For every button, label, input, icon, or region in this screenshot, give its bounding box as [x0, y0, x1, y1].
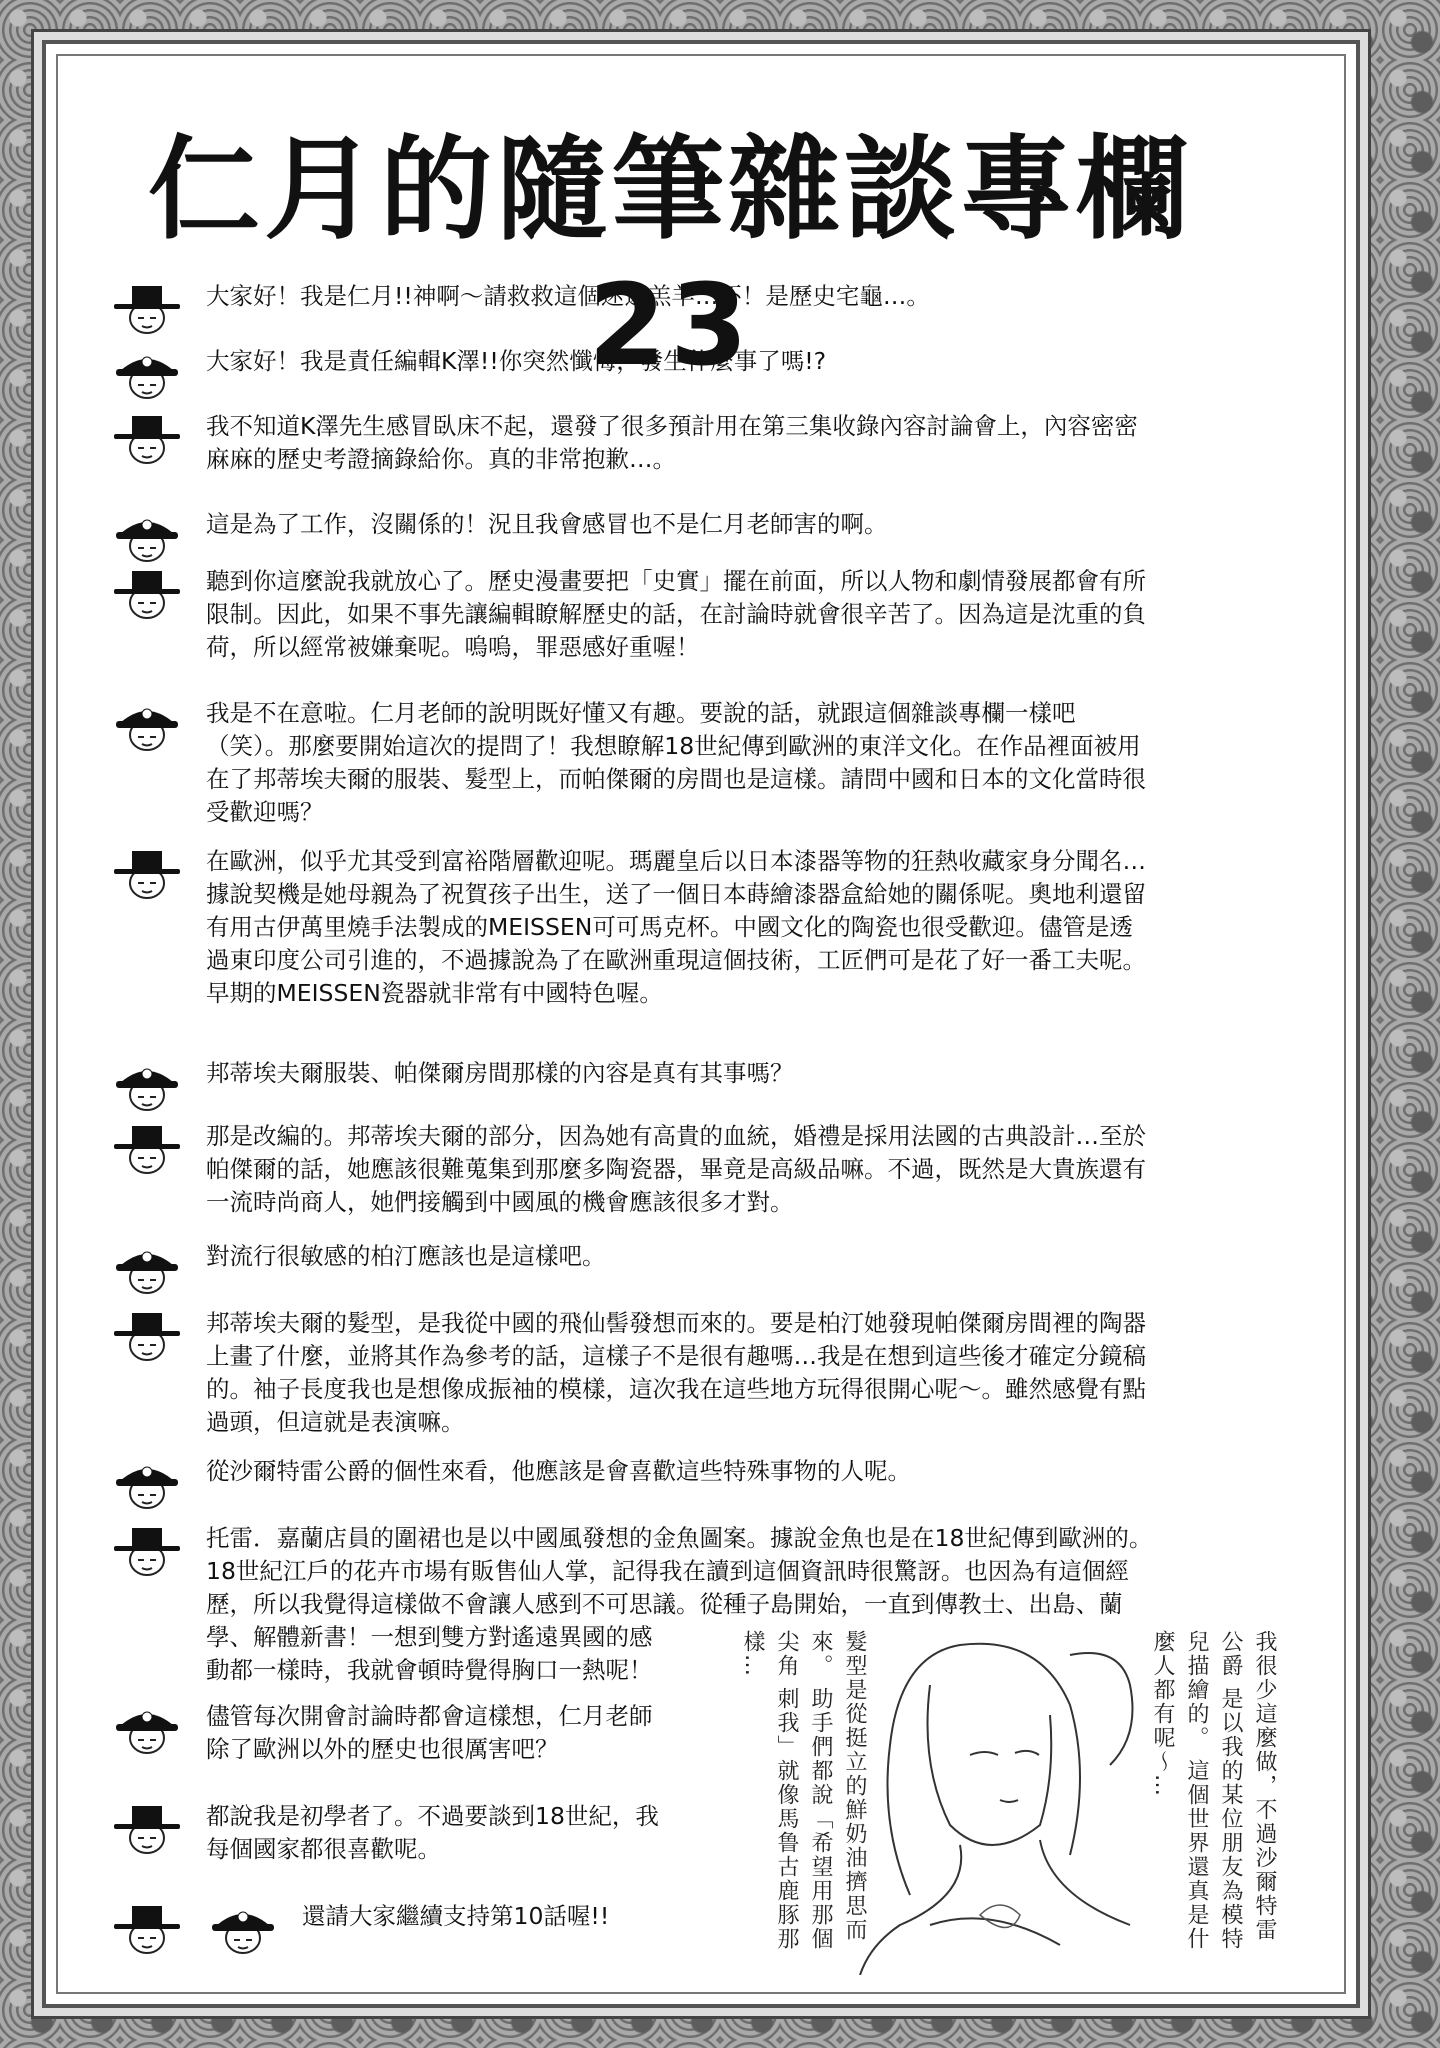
dialogue-text: 儘管每次開會討論時都會這樣想，仁月老師 除了歐洲以外的歷史也很厲害吧？ — [206, 1702, 653, 1763]
dialogue-row — [110, 697, 1260, 829]
dialogue-text: 都說我是初學者了。不過要談到18世紀，我 每個國家都很喜歡呢。 — [206, 1802, 659, 1863]
dialogue-text: 大家好！我是責任編輯K澤!!你突然懺悔，發生什麼事了嗎!? — [206, 347, 827, 375]
dialogue-text: 對流行很敏感的柏汀應該也是這樣吧。 — [206, 1242, 606, 1270]
hat-avatar-icon — [110, 845, 184, 901]
cap-avatar-icon — [110, 1700, 184, 1756]
dialogue-text: 在歐洲，似乎尤其受到富裕階層歡迎呢。瑪麗皇后以日本漆器等物的狂熱收藏家身分聞名… 據說契機是她母親為了祝賀孩子出生，送了一個日本蒔繪漆器盒給她的關係呢。奧地利還留 有用古伊萬里燒手法製成的MEISSEN可可馬克杯。中國文化的陶瓷也很受歡迎。儘管是透 過東印度公司引進的，不過據說為了在歐洲重現這個技術，工匠們可是花了好一番工夫呢。 早期的MEISSEN瓷器就非常有中國特色喔。 — [206, 847, 1146, 1007]
dialogue-text: 那是改編的。邦蒂埃夫爾的部分，因為她有高貴的血統，婚禮是採用法國的古典設計…至於 帕傑爾的話，她應該很難蒐集到那麼多陶瓷器，畢竟是高級品嘛。不過，既然是大貴族還有 一流時尚商人，她們接觸到中國風的機會應該很多才對。 — [206, 1122, 1146, 1216]
note-left: 髮型是從挺立的鮮奶油擠思而來。 助手們都說「希望用那個尖角 刺我」就像馬鲁古鹿豚那樣… — [740, 1630, 867, 1951]
dialogue-row — [110, 508, 1260, 564]
dialogue-row — [110, 1120, 1260, 1219]
note-right: 我很少這麼做，不過沙爾特雷公爵 是以我的某位朋友為模特兒描繪的。 這個世界還真是什麼人都有呢～… — [1150, 1630, 1277, 1951]
dialogue-row — [110, 1240, 1260, 1296]
dialogue-row — [110, 1455, 1260, 1511]
dialogue-text: 聽到你這麼說我就放心了。歷史漫畫要把「史實」擺在前面，所以人物和劇情發展都會有所 限制。因此，如果不事先讓編輯瞭解歷史的話，在討論時就會很辛苦了。因為這是沈重的負 荷，所以經常被嫌棄呢。嗚嗚，罪惡感好重喔！ — [206, 567, 1146, 661]
dialogue-row — [110, 1057, 1260, 1113]
cap-avatar-icon — [110, 508, 184, 564]
page-title: 仁月的隨筆雜談專欄23 — [148, 125, 1192, 391]
dialogue-text: 邦蒂埃夫爾的髮型，是我從中國的飛仙髻發想而來的。要是柏汀她發現帕傑爾房間裡的陶器 上畫了什麼，並將其作為參考的話，這樣子不是很有趣嗎…我是在想到這些後才確定分鏡稿 的。袖子長度我也是想像成振袖的模樣，這次我在這些地方玩得很開心呢～。雖然感覺有點 過頭，但這就是表演嘛。 — [206, 1309, 1146, 1436]
dialogue-row — [110, 410, 1260, 476]
dialogue-text: 還請大家繼續支持第10話喔!! — [302, 1902, 610, 1930]
cap-avatar-icon — [110, 1455, 184, 1511]
dialogue-text: 大家好！我是仁月!!神啊～請救救這個迷途羔羊…不！是歷史宅龜…。 — [206, 282, 930, 310]
hat-avatar-icon — [110, 1800, 184, 1856]
cap-avatar-icon — [110, 1240, 184, 1296]
hat-avatar-icon — [110, 1120, 184, 1176]
cap-avatar-icon — [110, 1057, 184, 1113]
character-illustration — [840, 1625, 1150, 1975]
dialogue-row — [110, 845, 1260, 1010]
dialogue-text: 托雷．嘉蘭店員的圍裙也是以中國風發想的金魚圖案。據說金魚也是在18世紀傳到歐洲的。 18世紀江戶的花卉市場有販售仙人掌，記得我在讀到這個資訊時很驚訝。也因為有這個經 歷，所以我覺得這樣做不會讓人感到不可思議。從種子島開始，一直到傳教士、出島、蘭 學、解體新書！一想到雙方對遙遠異國的感 動都一樣時，我就會頓時覺得胸口一熱呢！ — [206, 1524, 1153, 1684]
cap-avatar-icon — [206, 1900, 280, 1956]
hat-avatar-icon — [110, 280, 184, 336]
dialogue-row — [110, 280, 1260, 336]
hat-avatar-icon — [110, 565, 184, 621]
dialogue-row — [110, 1307, 1260, 1439]
dialogue-row — [110, 345, 1260, 401]
cap-avatar-icon — [110, 697, 184, 753]
hat-avatar-icon — [110, 1307, 184, 1363]
hat-avatar-icon — [110, 410, 184, 466]
dialogue-row — [110, 565, 1260, 664]
cap-avatar-icon — [110, 345, 184, 401]
dialogue-text: 我是不在意啦。仁月老師的說明既好懂又有趣。要說的話，就跟這個雜談專欄一樣吧 （笑）。那麼要開始這次的提問了！我想瞭解18世紀傳到歐洲的東洋文化。在作品裡面被用 在了邦蒂埃夫爾的服裝、髮型上，而帕傑爾的房間也是這樣。請問中國和日本的文化當時很 受歡迎嗎？ — [206, 699, 1146, 826]
dialogue-text: 這是為了工作，沒關係的！況且我會感冒也不是仁月老師害的啊。 — [206, 510, 888, 538]
dialogue-text: 我不知道K澤先生感冒臥床不起，還發了很多預計用在第三集收錄內容討論會上，內容密密 麻麻的歷史考證摘錄給你。真的非常抱歉…。 — [206, 412, 1138, 473]
hat-avatar-icon — [110, 1900, 184, 1956]
dialogue-text: 邦蒂埃夫爾服裝、帕傑爾房間那樣的內容是真有其事嗎？ — [206, 1059, 794, 1087]
dialogue-text: 從沙爾特雷公爵的個性來看，他應該是會喜歡這些特殊事物的人呢。 — [206, 1457, 911, 1485]
hat-avatar-icon — [110, 1522, 184, 1578]
